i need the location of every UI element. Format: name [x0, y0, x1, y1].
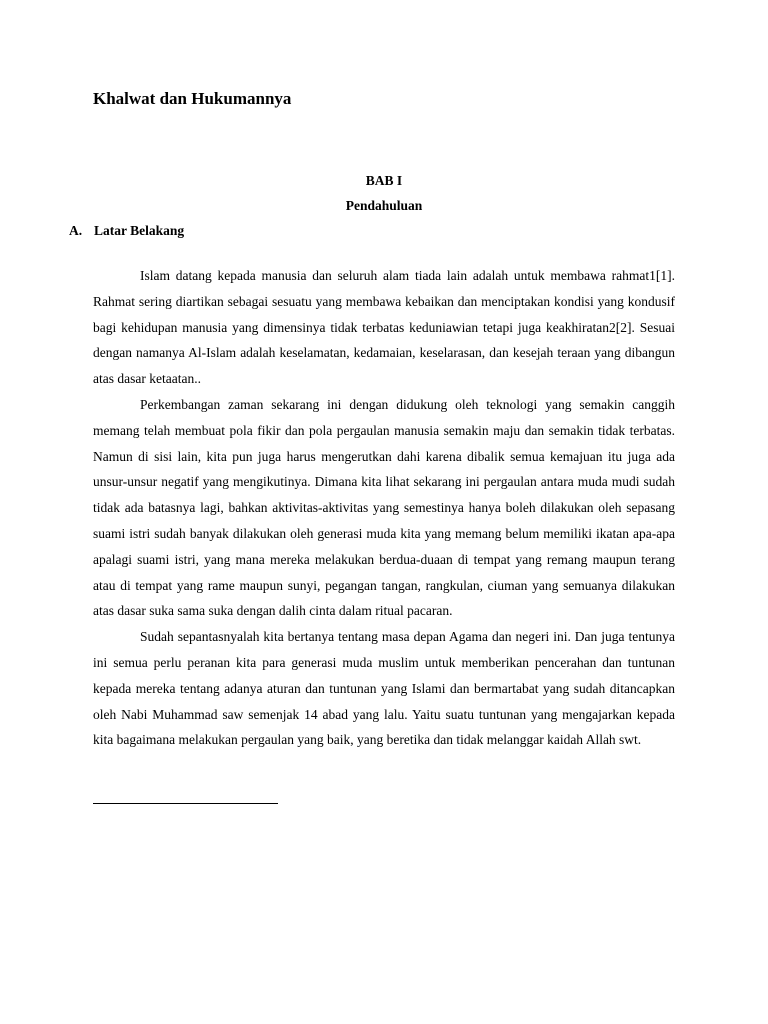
section-letter: A.	[69, 223, 83, 238]
chapter-title: Pendahuluan	[345, 198, 423, 213]
paragraph-3: Sudah sepantasnyalah kita bertanya tentang masa depan Agama dan negeri ini. Dan juga tentunya ini semua perlu peranan kita para generasi muda muslim untuk memberikan pencerahan dan tuntunan kepada mereka tentang adanya aturan dan tuntunan yang Islami dan bermartabat yang sudah ditancapkan oleh Nabi Muhammad saw semenjak 14 abad yang lalu. Yaitu suatu tuntunan yang mengajarkan kepada kita bagaimana melakukan pergaulan yang baik, yang beretika dan tidak melanggar kaidah Allah swt.	[93, 629, 675, 748]
paragraph-2: Perkembangan zaman sekarang ini dengan didukung oleh teknologi yang semakin canggih memang telah membuat pola fikir dan pola pergaulan manusia semakin maju dan semakin tidak terbatas. Namun di sisi lain, kita pun juga harus mengerutkan dahi karena dibalik semua kemajuan itu juga ada unsur-unsur negatif yang mengikutinya. Dimana kita lihat sekarang ini pergaulan antara muda mudi sudah tidak ada batasnya lagi, bahkan aktivitas-aktivitas yang semestinya hanya boleh dilakukan oleh sepasang suami istri sudah banyak dilakukan oleh generasi muda kita yang memang belum memiliki ikatan apa-apa apalagi suami istri, yang mana mereka melakukan berdua-duaan di tempat yang remang maupun terang atau di tempat yang rame maupun sunyi, pegangan tangan, rangkulan, ciuman yang semuanya dilakukan atas dasar suka sama suka dengan dalih cinta dalam ritual pacaran.	[93, 396, 675, 619]
footnote-separator	[93, 803, 278, 804]
section-heading	[69, 222, 184, 240]
paragraph-1: Islam datang kepada manusia dan seluruh alam tiada lain adalah untuk membawa rahmat1[1]. Rahmat sering diartikan sebagai sesuatu yang membawa kebaikan dan menciptakan kondisi yang kondusif bagi kehidupan manusia yang dimensinya tidak terbatas keduniawian tetapi juga keakhiratan2[2]. Sesuai dengan namanya Al-Islam adalah keselamatan, kedamaian, keselarasan, dan kesejah teraan yang dibangun atas dasar ketaatan..	[93, 268, 675, 387]
document-title: Khalwat dan Hukumannya	[93, 89, 292, 108]
body-text	[93, 263, 675, 753]
chapter-number: BAB I	[365, 173, 403, 188]
section-title: Latar Belakang	[94, 223, 185, 238]
